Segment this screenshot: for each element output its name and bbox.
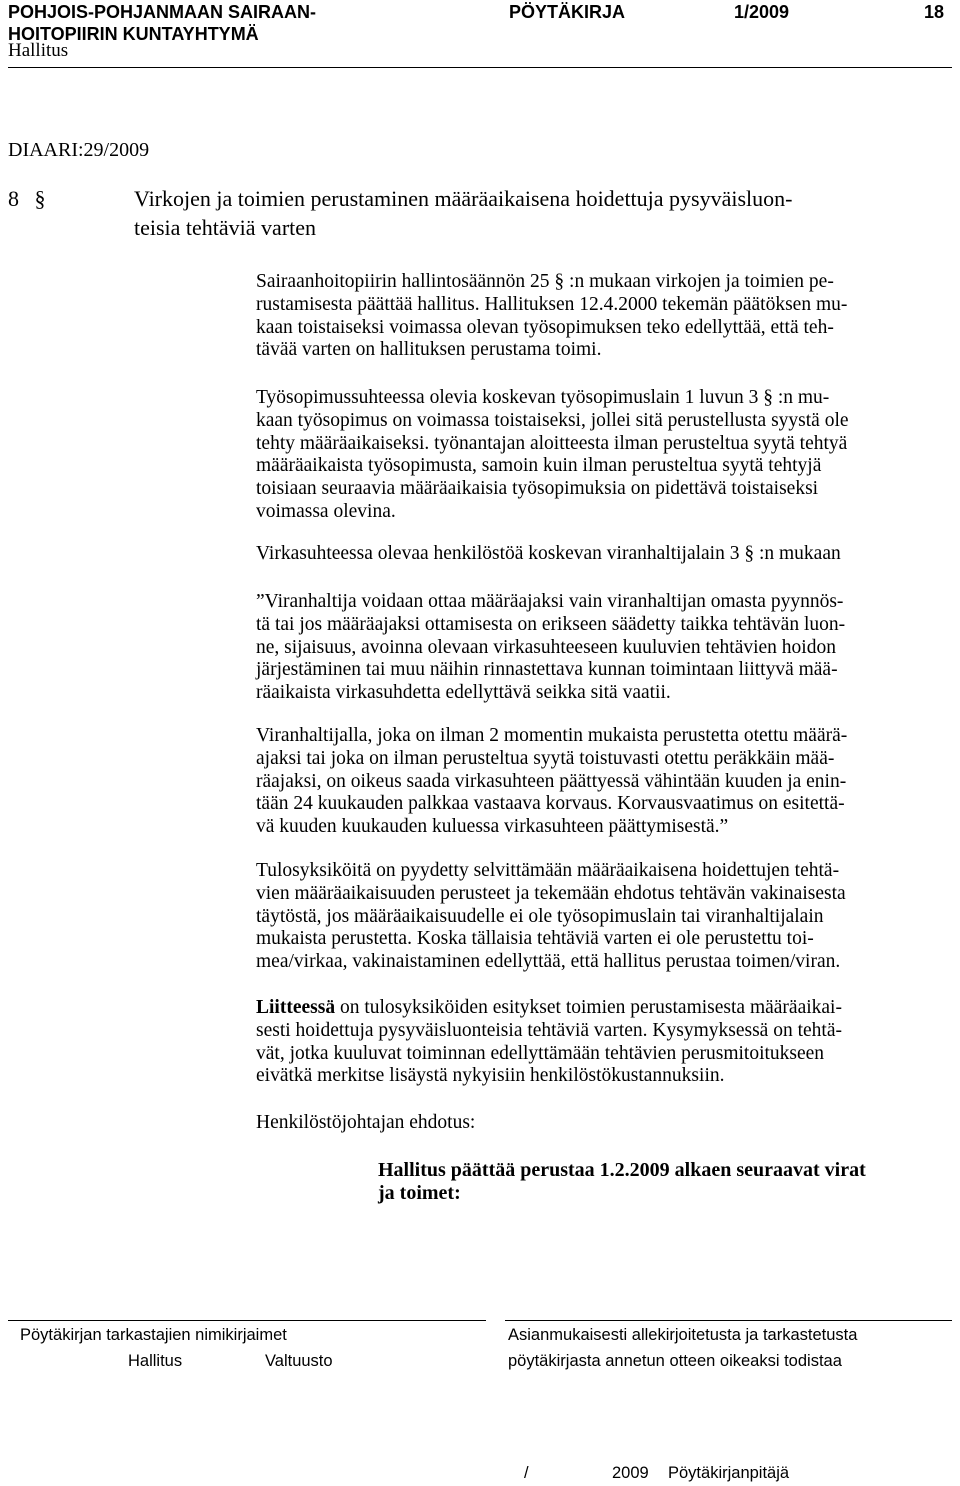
header-divider [8, 67, 952, 68]
inspectors-board-column: Hallitus [128, 1352, 183, 1370]
text-line: tehty määräaikaiseksi. työnantajan aloitteesta ilman perusteltua syytä tehtyä [256, 432, 848, 454]
paragraph-legal-basis [256, 271, 952, 362]
text-line: tä tai jos määräajaksi ottamisesta on erikseen säädetty taikka tehtävän luon- [256, 613, 846, 635]
text-line: ja toimet: [378, 1182, 461, 1204]
text-line: räajaksi, on oikeus saada virkasuhteen päättyessä vähintään kuuden ja enin- [256, 770, 847, 792]
diaari-number: DIAARI:29/2009 [8, 139, 150, 161]
inspectors-initials-title: Pöytäkirjan tarkastajien nimikirjaimet [20, 1326, 287, 1344]
section-title-line: teisia tehtäviä varten [134, 215, 317, 240]
paragraph-sign: § [34, 186, 46, 211]
minutes-keeper-label: Pöytäkirjanpitäjä [668, 1464, 790, 1482]
paragraph-unit-survey [256, 860, 952, 974]
inspectors-council-column: Valtuusto [265, 1352, 333, 1370]
paragraph-employment-contract-law [256, 387, 952, 524]
certification-line-2: pöytäkirjasta annetun otteen oikeaksi todistaa [508, 1352, 842, 1370]
text-line: Sairaanhoitopiirin hallintosäännön 25 § :n mukaan virkojen ja toimien pe- [256, 271, 834, 292]
text-line: järjestäminen tai muu näihin rinnastettava kunnan toimintaan liittyvä mää- [256, 659, 838, 681]
proposal-label: Henkilöstöjohtajan ehdotus: [256, 1112, 476, 1133]
text-line [256, 997, 952, 1020]
document-type: PÖYTÄKIRJA [509, 2, 626, 22]
text-line: voimassa olevina. [256, 500, 396, 522]
text-line: rustamisesta päättää hallitus. Hallituksen 12.4.2000 tekemän päätöksen mu- [256, 293, 848, 315]
text-line: määräaikaista työsopimusta, samoin kuin ilman perusteltua syytä tehtyjä [256, 455, 822, 477]
attachment-reference: Liitteessä [256, 997, 336, 1018]
signature-date-slash: / [524, 1464, 529, 1482]
organization-name-line-1: POHJOIS-POHJANMAAN SAIRAAN- [8, 2, 317, 22]
text-line: vien määräaikaisuuden perusteet ja tekemään ehdotus tehtävän vakinaisesta [256, 882, 846, 904]
text-line: toisiaan seuraavia määräaikaisia työsopimuksia on pidettävä toistaiseksi [256, 478, 819, 500]
footer-divider-left [8, 1320, 486, 1321]
paragraph-civil-servant-law-intro [256, 543, 952, 566]
text-line: räaikaista virkasuhdetta edellyttävä seikka sitä vaatii. [256, 682, 671, 704]
text-span: on tulosyksiköiden esitykset toimien perustamisesta määräaikai- [335, 997, 842, 1018]
certification-line-1: Asianmukaisesti allekirjoitetusta ja tarkastetusta [508, 1326, 858, 1344]
footer-divider-right [505, 1320, 952, 1321]
text-line: mea/virkaa, vakinaistaminen edellyttää, että hallitus perustaa toimen/viran. [256, 951, 841, 973]
text-line: ne, sijaisuus, avoinna olevaan virkasuhteeseen kuuluvien tehtävien hoidon [256, 636, 836, 658]
text-line: mukaista perustetta. Koska tällaisia tehtäviä varten ei ole perustettu toi- [256, 928, 814, 950]
text-line: Tulosyksiköitä on pyydetty selvittämään määräaikaisena hoidettujen tehtä- [256, 860, 840, 881]
decision-text [378, 1159, 866, 1205]
section-number-value: 8 [8, 186, 19, 211]
body-name: Hallitus [8, 40, 69, 61]
section-title [134, 184, 793, 242]
page-number: 18 [924, 2, 945, 22]
text-line: Viranhaltijalla, joka on ilman 2 momentin mukaista perustetta otettu määrä- [256, 725, 848, 746]
paragraph-attachment [256, 997, 952, 1088]
text-line: vä kuuden kuukauden kuluessa virkasuhteen päättymisestä.” [256, 816, 729, 838]
text-line: ”Viranhaltija voidaan ottaa määräajaksi vain viranhaltijan omasta pyynnös- [256, 591, 844, 612]
document-number: 1/2009 [734, 2, 790, 22]
text-line: ajaksi tai joka on ilman perusteltua syytä toistuvasti otettu peräkkäin mää- [256, 747, 835, 769]
section-number [8, 184, 46, 213]
text-line: kaan toistaiseksi voimassa olevan työsopimuksen teko edellyttää, että teh- [256, 316, 834, 338]
text-line: kaan työsopimus on voimassa toistaiseksi, jollei sitä perustellusta syystä ole [256, 409, 849, 431]
paragraph-quoted-law-2 [256, 725, 952, 839]
text-line: sesti hoidettuja pysyväisluonteisia tehtäviä varten. Kysymyksessä on tehtä- [256, 1019, 842, 1041]
text-line: Työsopimussuhteessa olevia koskevan työsopimuslain 1 luvun 3 § :n mu- [256, 387, 830, 408]
organization-name-line-2: HOITOPIIRIN KUNTAYHTYMÄ [8, 24, 259, 44]
text-line: eivätkä merkitse lisäystä nykyisiin henkilöstökustannuksiin. [256, 1065, 725, 1087]
text-line: Hallitus päättää perustaa 1.2.2009 alkaen seuraavat virat [378, 1159, 866, 1181]
paragraph-quoted-law-1 [256, 591, 952, 705]
section-title-line: Virkojen ja toimien perustaminen määräaikaisena hoidettuja pysyväisluon- [134, 186, 793, 211]
text-line: täytöstä, jos määräaikaisuudelle ei ole työsopimuslain tai viranhaltijalain [256, 905, 824, 927]
text-line: tävää varten on hallituksen perustama toimi. [256, 339, 602, 361]
signature-year: 2009 [612, 1464, 649, 1482]
text-line: Virkasuhteessa olevaa henkilöstöä koskevan viranhaltijalain 3 § :n mukaan [256, 543, 841, 564]
text-line: vät, jotka kuuluvat toiminnan edellyttämään tehtävien perusmitoitukseen [256, 1042, 825, 1064]
text-line: tään 24 kuukauden palkkaa vastaava korvaus. Korvausvaatimus on esitettä- [256, 793, 845, 815]
